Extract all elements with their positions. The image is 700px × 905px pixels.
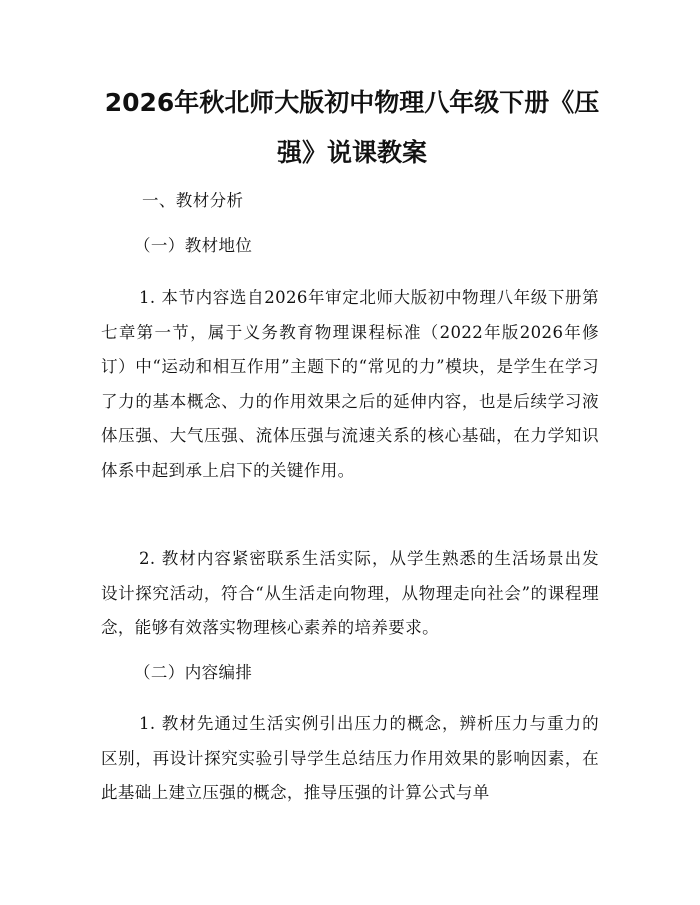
- paragraph-1: 1. 本节内容选自2026年审定北师大版初中物理八年级下册第七章第一节，属于义务教育物理课程标准（2022年版2026年修订）中“运动和相互作用”主题下的“常见的力”模块，是学生在学习了力的基本概念、力的作用效果之后的延伸内容，也是后续学习液体压强、大气压强、流体压强与流速关系的核心基础，在力学知识体系中起到承上启下的关键作用。: [101, 288, 599, 480]
- paragraph-3: 1. 教材先通过生活实例引出压力的概念，辨析压力与重力的区别，再设计探究实验引导学生总结压力作用效果的影响因素，在此基础上建立压强的概念，推导压强的计算公式与单: [101, 714, 599, 802]
- document-title: 2026年秋北师大版初中物理八年级下册《压强》说课教案: [104, 88, 600, 167]
- section-heading-textbook-analysis: 一、教材分析: [142, 191, 244, 210]
- subsection-heading-textbook-status: （一）教材地位: [134, 236, 253, 255]
- subsection-heading-content-arrangement: （二）内容编排: [134, 663, 253, 682]
- paragraph-2: 2. 教材内容紧密联系生活实际，从学生熟悉的生活场景出发设计探究活动，符合“从生活走向物理，从物理走向社会”的课程理念，能够有效落实物理核心素养的培养要求。: [101, 549, 599, 637]
